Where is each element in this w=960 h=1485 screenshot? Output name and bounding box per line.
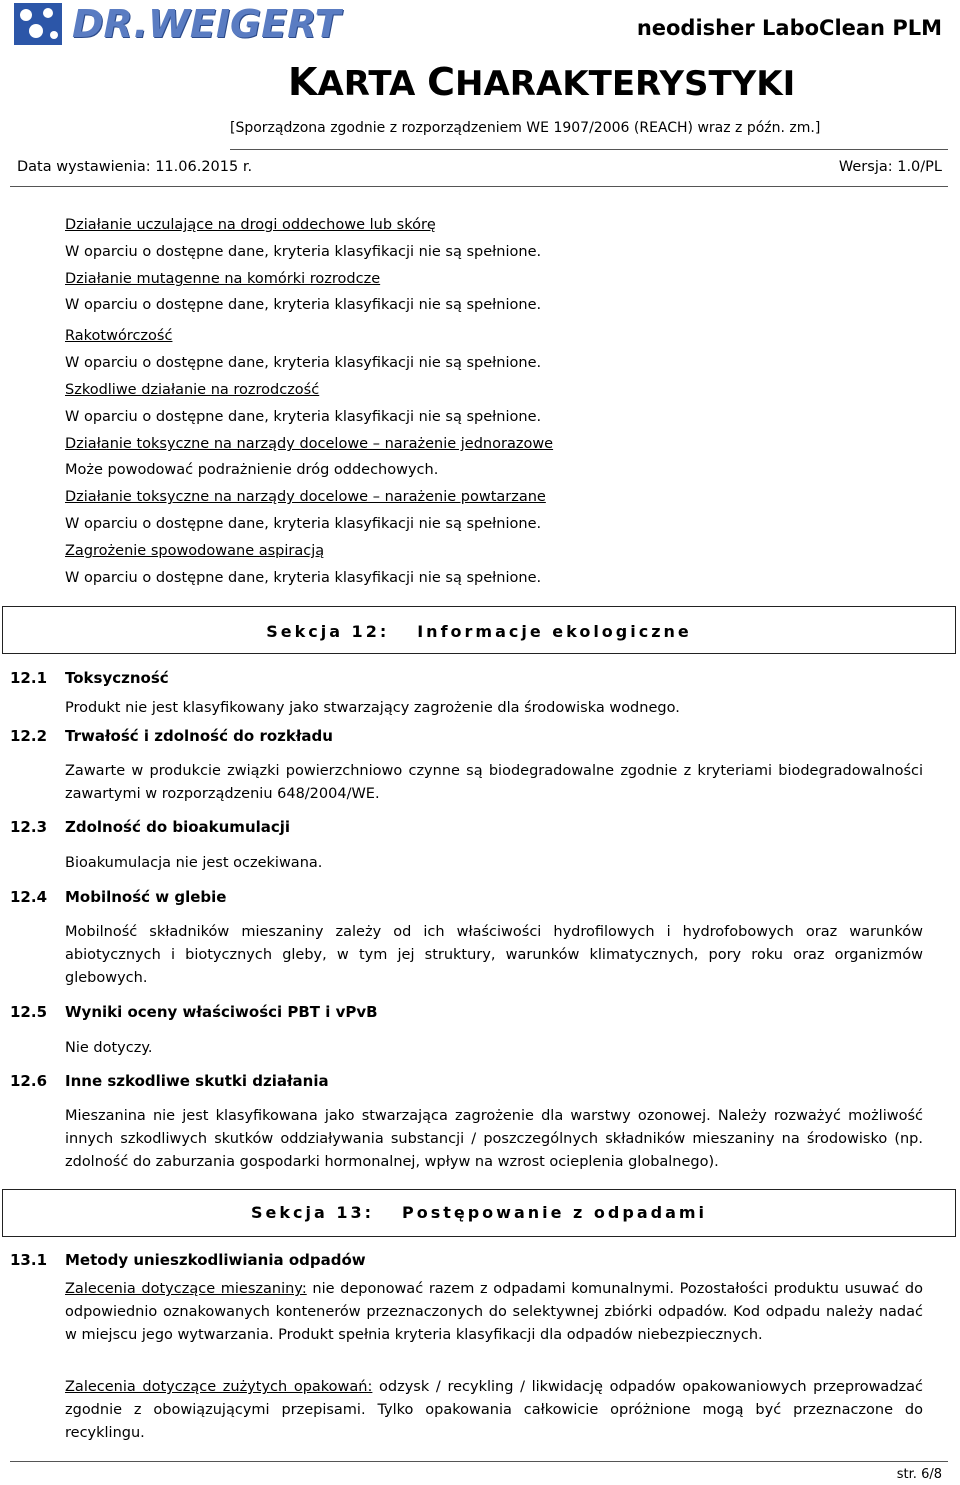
subsection-heading: Zdolność do bioakumulacji — [65, 818, 291, 836]
subsection-number: 12.2 — [10, 727, 48, 745]
subsection-text: Mieszanina nie jest klasyfikowana jako stwarzająca zagrożenie dla warstwy ozonowej. Należy rozważyć możliwość innych szkodliwych skutków oddziaływania substancji / poszczególnych składników mieszaniny na środowisko (np. zdolność do zaburzania gospodarki hormonalnej, wpływ na wzrost ocieplenia globalnego). — [65, 1108, 923, 1170]
subsection-text: Bioakumulacja nie jest oczekiwana. — [65, 855, 323, 871]
subsection-heading: Trwałość i zdolność do rozkładu — [65, 727, 333, 745]
subsection-number: 12.6 — [10, 1072, 48, 1090]
dr-weigert-logo-icon — [14, 3, 62, 45]
subsection-number: 13.1 — [10, 1251, 48, 1269]
tox-heading: Działanie mutagenne na komórki rozrodcze — [65, 271, 381, 287]
section-title: Postępowanie z odpadami — [401, 1203, 708, 1222]
tox-heading: Rakotwórczość — [65, 328, 173, 344]
subsection-heading: Wyniki oceny właściwości PBT i vPvB — [65, 1003, 378, 1021]
waste-mixture-paragraph: Zalecenia dotyczące mieszaniny: nie deponować razem z odpadami komunalnymi. Pozostałości produktu usuwać do odpowiednio oznakowanych kontenerów przeznaczonych do selektywnej zbiórki odpadów. Kod odpadu należy nadać w miejscu jego wytwarzania. Produkt spełnia kryteria klasyfikacji dla odpadów niebezpiecznych. — [65, 1281, 923, 1343]
section-label: Sekcja 13: — [250, 1203, 374, 1222]
subsection-text: Mobilność składników mieszaniny zależy od ich właściwości hydrofilowych i hydrofobowych oraz warunków abiotycznych i biotycznych gleby, w tym jej struktury, warunków klimatycznych, pory roku oraz organizmów glebowych. — [65, 924, 923, 986]
tox-text: W oparciu o dostępne dane, kryteria klasyfikacji nie są spełnione. — [65, 297, 542, 313]
regulation-note: [Sporządzona zgodnie z rozporządzeniem WE 1907/2006 (REACH) wraz z późn. zm.] — [230, 120, 821, 136]
subsection-heading: Metody unieszkodliwiania odpadów — [65, 1251, 366, 1269]
section-13-header — [2, 1189, 956, 1237]
waste-packaging-paragraph: Zalecenia dotyczące zużytych opakowań: odzysk / recykling / likwidację odpadów opakowaniowych przeprowadzać zgodnie z obowiązującymi przepisami. Tylko opakowania całkowicie opróżnione mogą być przeznaczone do recyklingu. — [65, 1379, 923, 1441]
tox-text: W oparciu o dostępne dane, kryteria klasyfikacji nie są spełnione. — [65, 355, 542, 371]
issue-date: Data wystawienia: 11.06.2015 r. — [17, 159, 253, 175]
tox-text: W oparciu o dostępne dane, kryteria klasyfikacji nie są spełnione. — [65, 570, 542, 586]
section-label: Sekcja 12: — [266, 622, 390, 641]
subsection-heading: Mobilność w glebie — [65, 888, 227, 906]
subsection-number: 12.4 — [10, 888, 48, 906]
tox-text: W oparciu o dostępne dane, kryteria klasyfikacji nie są spełnione. — [65, 244, 542, 260]
version: Wersja: 1.0/PL — [838, 159, 942, 175]
brand-name: DR.WEIGERT — [72, 2, 341, 46]
subsection-number: 12.1 — [10, 669, 48, 687]
subsection-text: Zawarte w produkcie związki powierzchniowo czynne są biodegradowalne zgodnie z kryteriami biodegradowalności zawartymi w rozporządzeniu 648/2004/WE. — [65, 763, 923, 802]
paragraph-lead: Zalecenia dotyczące zużytych opakowań: — [65, 1379, 373, 1395]
logo — [14, 2, 341, 46]
tox-heading: Zagrożenie spowodowane aspiracją — [65, 543, 325, 559]
header-divider — [230, 149, 948, 150]
tox-text: W oparciu o dostępne dane, kryteria klasyfikacji nie są spełnione. — [65, 516, 542, 532]
subsection-number: 12.3 — [10, 818, 48, 836]
subsection-text: Produkt nie jest klasyfikowany jako stwarzający zagrożenie dla środowiska wodnego. — [65, 700, 680, 716]
paragraph-lead: Zalecenia dotyczące mieszaniny: — [65, 1281, 307, 1297]
tox-heading: Działanie toksyczne na narządy docelowe – narażenie jednorazowe — [65, 436, 554, 452]
footer-divider — [10, 1461, 948, 1462]
subsection-number: 12.5 — [10, 1003, 48, 1021]
subheader-divider — [10, 186, 948, 187]
document-title: KARTA CHARAKTERYSTYKI — [288, 60, 796, 104]
subsection-heading: Inne szkodliwe skutki działania — [65, 1072, 329, 1090]
tox-heading: Działanie uczulające na drogi oddechowe lub skórę — [65, 217, 436, 233]
product-name: neodisher LaboClean PLM — [636, 16, 942, 40]
tox-heading: Szkodliwe działanie na rozrodczość — [65, 382, 320, 398]
section-title: Informacje ekologiczne — [417, 622, 692, 641]
section-12-header — [2, 606, 956, 654]
subsection-text: Nie dotyczy. — [65, 1040, 153, 1056]
tox-text: W oparciu o dostępne dane, kryteria klasyfikacji nie są spełnione. — [65, 409, 542, 425]
page-number: str. 6/8 — [896, 1467, 942, 1482]
subsection-heading: Toksyczność — [65, 669, 169, 687]
tox-text: Może powodować podrażnienie dróg oddechowych. — [65, 462, 439, 478]
tox-heading: Działanie toksyczne na narządy docelowe – narażenie powtarzane — [65, 489, 546, 505]
